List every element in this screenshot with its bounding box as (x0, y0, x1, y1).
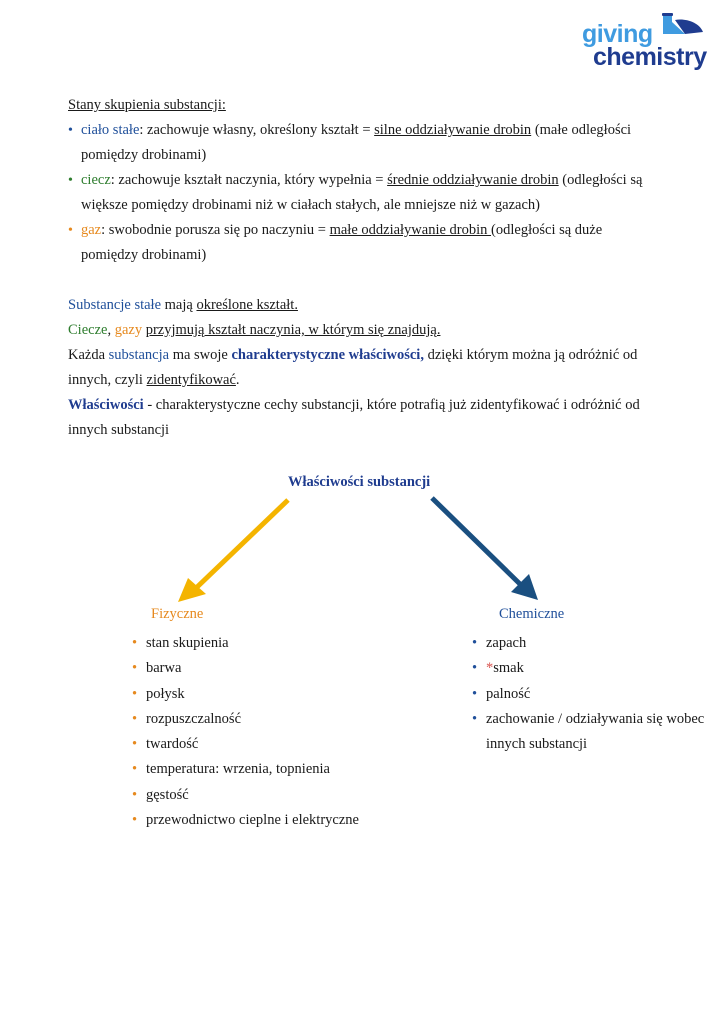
physical-label: Fizyczne (151, 606, 204, 622)
para-underlined: określone kształt. (196, 297, 298, 313)
liquid-desc-2: (odległości są (558, 172, 643, 188)
bullet-icon: • (472, 635, 478, 651)
list-item (132, 783, 359, 808)
para-text: innych, czyli (68, 372, 147, 388)
list-item (132, 682, 359, 707)
para-line-1 (68, 293, 640, 318)
list-item-gas (68, 218, 642, 268)
bullet-icon: • (472, 660, 478, 677)
liquid-emph: średnie oddziaływanie drobin (387, 172, 559, 188)
gas-emph: małe oddziaływanie drobin (329, 222, 492, 238)
bullet-icon: • (68, 173, 73, 188)
chemical-arrow-icon (432, 498, 538, 600)
bullet-icon: • (132, 660, 138, 677)
solid-substances: Substancje stałe (68, 297, 162, 313)
para-text: - charakterystyczne cechy substancji, które potrafią już zidentyfikować i odróżnić od (143, 397, 640, 413)
diagram-arrows (170, 490, 550, 610)
gases-word: gazy (114, 322, 143, 338)
gas-desc: : swobodnie porusza się po naczyniu = (101, 222, 330, 238)
bullet-icon: • (472, 710, 478, 727)
liquids-word: Ciecze (68, 322, 108, 338)
logo-word-giving: giving (582, 20, 653, 48)
bullet-icon: • (472, 685, 478, 702)
identify-word: zidentyfikować (146, 372, 236, 388)
para-line-3 (68, 343, 640, 368)
liquid-desc: : zachowuje kształt naczynia, który wypełnia = (110, 172, 388, 188)
states-section (68, 93, 642, 268)
solid-desc-3: pomiędzy drobinami) (81, 147, 207, 163)
list-item (132, 631, 359, 656)
giving-chemistry-logo (578, 12, 718, 72)
list-item (472, 682, 704, 707)
chemical-properties-list (472, 631, 704, 757)
states-heading: Stany skupienia substancji: (68, 97, 226, 113)
item-text: barwa (146, 660, 182, 677)
list-item (472, 707, 704, 758)
list-item (132, 757, 359, 782)
item-text: temperatura: wrzenia, topnienia (146, 761, 330, 778)
para-text: , (107, 322, 115, 338)
properties-paragraph (68, 293, 640, 443)
item-text: rozpuszczalność (146, 710, 242, 727)
item-text: stan skupienia (146, 635, 229, 651)
para-text: . (235, 372, 240, 388)
bullet-icon: • (132, 761, 138, 778)
properties-term: Właściwości (68, 397, 144, 413)
item-text: gęstość (146, 786, 189, 803)
bullet-icon: • (68, 123, 73, 138)
solid-emph: silne oddziaływanie drobin (374, 122, 532, 138)
bullet-icon: • (68, 223, 73, 238)
bullet-icon: • (132, 812, 138, 829)
physical-properties-list (132, 631, 359, 833)
bullet-icon: • (132, 710, 138, 727)
list-item (132, 808, 359, 833)
list-item-solid (68, 118, 642, 168)
list-item-liquid (68, 168, 642, 218)
list-item (472, 631, 704, 656)
item-text: zachowanie / odziaływania się wobec (486, 710, 705, 727)
para-line-4 (68, 368, 640, 393)
list-item (132, 732, 359, 757)
characteristic-properties: charakterystyczne właściwości, (231, 347, 424, 363)
para-text: Każda (68, 347, 109, 363)
para-line-6: innych substancji (68, 422, 170, 438)
para-line-5 (68, 393, 640, 418)
chemical-label: Chemiczne (499, 606, 565, 622)
gas-desc-3: pomiędzy drobinami) (81, 247, 207, 263)
term-solid: ciało stałe (81, 122, 140, 138)
bullet-icon: • (132, 736, 138, 753)
para-text: mają (161, 297, 197, 313)
list-item (132, 707, 359, 732)
item-text: twardość (146, 736, 199, 753)
states-list (68, 118, 642, 268)
term-gas: gaz (81, 222, 102, 238)
physical-arrow-icon (178, 500, 288, 602)
logo-word-chemistry: chemistry (593, 43, 707, 71)
flask-icon (655, 12, 707, 46)
list-item (472, 656, 704, 681)
bullet-icon: • (132, 786, 138, 803)
para-text: dzięki którym można ją odróżnić od (423, 347, 638, 363)
gas-desc-2: (odległości są duże (491, 222, 603, 238)
para-text: ma swoje (169, 347, 232, 363)
liquid-desc-3: większe pomiędzy drobinami niż w ciałach stałych, ale mniejsze niż w gazach) (81, 197, 540, 213)
diagram-title: Właściwości substancji (288, 474, 431, 490)
solid-desc: : zachowuje własny, określony kształt = (139, 122, 375, 138)
item-text: palność (486, 685, 531, 702)
item-text: przewodnictwo cieplne i elektryczne (146, 812, 359, 829)
term-liquid: ciecz (81, 172, 111, 188)
solid-desc-2: (małe odległości (531, 122, 632, 138)
para-line-2 (68, 318, 640, 343)
item-text: połysk (146, 685, 185, 702)
bullet-icon: • (132, 635, 138, 651)
list-item (132, 656, 359, 681)
item-text: smak (493, 660, 524, 677)
para-underlined: przyjmują kształt naczynia, w którym się znajdują. (145, 322, 441, 338)
substance-word: substancja (108, 347, 170, 363)
bullet-icon: • (132, 685, 138, 702)
item-text-continued: innych substancji (486, 736, 588, 753)
asterisk-mark: * (486, 660, 494, 677)
item-text: zapach (486, 635, 527, 651)
